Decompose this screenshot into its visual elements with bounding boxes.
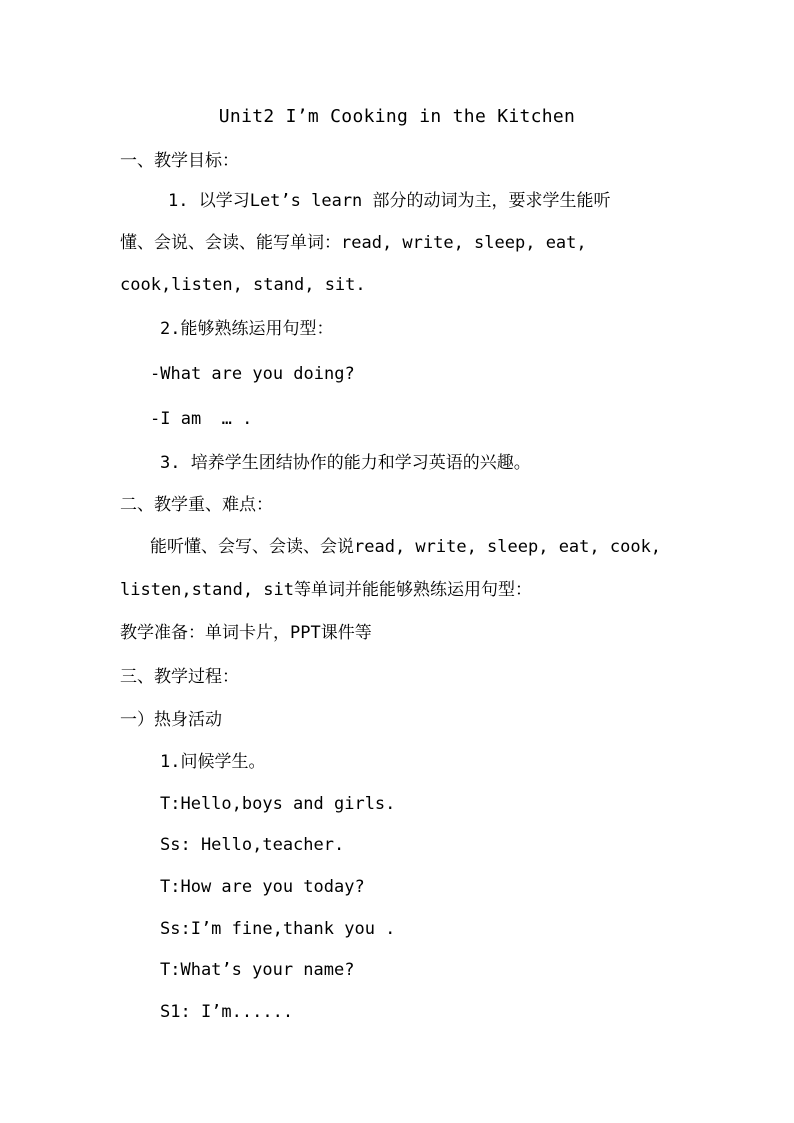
pattern-question: -What are you doing? (150, 364, 355, 384)
key-points-line-1: 能听懂、会写、会读、会说read, write, sleep, eat, cook, (150, 537, 662, 557)
dialogue-line: S1: I’m...... (160, 1002, 294, 1022)
dialogue-line: Ss:I’m fine,thank you . (160, 919, 396, 939)
dialogue-line: T:How are you today? (160, 877, 365, 897)
dialogue-line: T:What’s your name? (160, 960, 355, 980)
section-heading-process: 三、教学过程： (120, 667, 239, 687)
goal-1-line-2: 懂、会说、会读、能写单词：read, write, sleep, eat, (120, 233, 587, 253)
goal-3: 3. 培养学生团结协作的能力和学习英语的兴趣。 (160, 453, 531, 473)
goal-1-line-3: cook,listen, stand, sit. (120, 275, 366, 295)
goal-1-line-1: 1. 以学习Let’s learn 部分的动词为主，要求学生能听 (168, 191, 611, 211)
dialogue-line: Ss: Hello,teacher. (160, 835, 345, 855)
teaching-preparation: 教学准备：单词卡片，PPT课件等 (120, 623, 372, 643)
document-title: Unit2 I’m Cooking in the Kitchen (218, 106, 576, 127)
step-1-heading: 一）热身活动 (120, 710, 222, 730)
dialogue-line: T:Hello,boys and girls. (160, 794, 396, 814)
section-heading-key-points: 二、教学重、难点： (120, 495, 273, 515)
section-heading-goals: 一、教学目标： (120, 151, 239, 171)
pattern-answer: -I am … . (150, 409, 253, 429)
key-points-line-2: listen,stand, sit等单词并能能够熟练运用句型： (120, 580, 532, 600)
goal-2: 2.能够熟练运用句型： (160, 319, 334, 339)
step-1-item-1: 1.问候学生。 (160, 752, 266, 772)
